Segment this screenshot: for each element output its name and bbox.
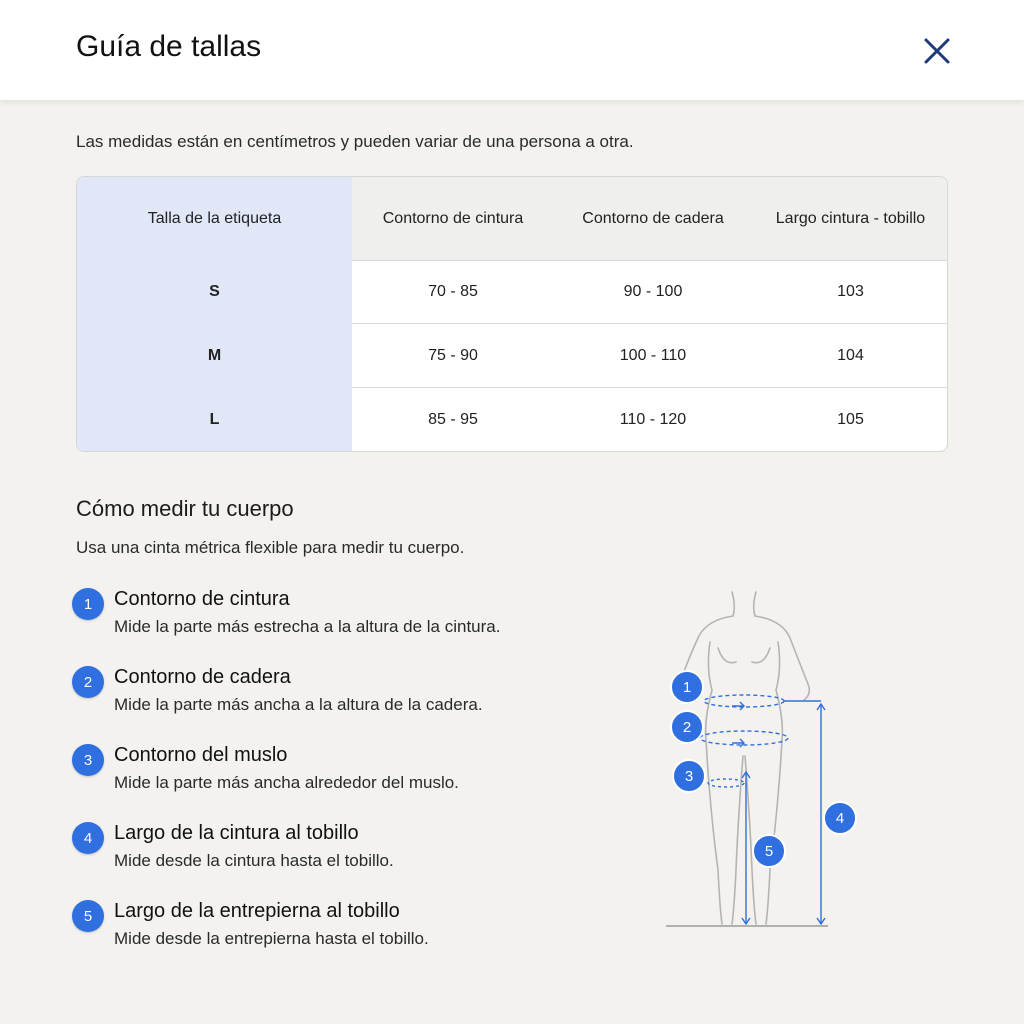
- table-header-size: Talla de la etiqueta: [147, 209, 282, 227]
- close-icon: [924, 38, 950, 64]
- svg-text:3: 3: [684, 768, 694, 785]
- svg-text:5: 5: [764, 843, 774, 860]
- table-cell: 90 - 100: [623, 282, 683, 300]
- table-cell: 85 - 95: [428, 411, 478, 428]
- table-cell-size: L: [209, 411, 220, 428]
- svg-text:1: 1: [682, 679, 692, 696]
- table-cell: 70 - 85: [428, 282, 478, 300]
- step-description: Mide desde la entrepierna hasta el tobillo.: [114, 929, 429, 948]
- table-cell: 110 - 120: [619, 411, 687, 428]
- page-title: Guía de tallas: [76, 30, 262, 63]
- svg-text:4: 4: [835, 810, 845, 827]
- close-button[interactable]: [918, 32, 956, 70]
- intro-text: Las medidas están en centímetros y pueden variar de una persona a otra.: [76, 132, 634, 151]
- step-number-badge: 2: [72, 666, 104, 698]
- modal-header: [0, 0, 1024, 100]
- step-number-badge: 5: [72, 900, 104, 932]
- step-description: Mide la parte más estrecha a la altura de la cintura.: [114, 617, 501, 636]
- step-title: Largo de la cintura al tobillo: [114, 822, 359, 844]
- table-cell-size: S: [209, 282, 220, 300]
- table-cell: 100 - 110: [619, 346, 687, 364]
- body-outline-icon: [679, 592, 810, 924]
- section-subtitle: Usa una cinta métrica flexible para medir tu cuerpo.: [76, 538, 465, 557]
- table-header-waist: Contorno de cintura: [382, 209, 524, 227]
- step-number-badge: 3: [72, 744, 104, 776]
- table-cell: 103: [837, 282, 864, 300]
- marker-3: [673, 760, 705, 792]
- marker-4: [824, 802, 856, 834]
- table-cell: 104: [837, 346, 864, 364]
- table-header-length: Largo cintura - tobillo: [775, 209, 926, 227]
- step-description: Mide desde la cintura hasta el tobillo.: [114, 851, 394, 870]
- marker-2: [671, 711, 703, 743]
- step-description: Mide la parte más ancha a la altura de la cadera.: [114, 695, 483, 714]
- step-number-badge: 1: [72, 588, 104, 620]
- step-title: Contorno del muslo: [114, 744, 288, 766]
- step-title: Largo de la entrepierna al tobillo: [114, 900, 400, 922]
- marker-5: [753, 835, 785, 867]
- step-number-badge: 4: [72, 822, 104, 854]
- step-description: Mide la parte más ancha alrededor del muslo.: [114, 773, 459, 792]
- table-header-hip: Contorno de cadera: [582, 209, 724, 227]
- section-title: Cómo medir tu cuerpo: [76, 496, 294, 521]
- body-measurement-figure: [640, 580, 880, 950]
- table-cell: 75 - 90: [428, 346, 478, 364]
- step-title: Contorno de cintura: [114, 588, 290, 610]
- size-table: [76, 176, 948, 452]
- marker-1: [671, 671, 703, 703]
- svg-text:2: 2: [682, 719, 692, 736]
- table-cell: 105: [837, 411, 864, 428]
- step-title: Contorno de cadera: [114, 666, 291, 688]
- table-cell-size: M: [207, 346, 222, 364]
